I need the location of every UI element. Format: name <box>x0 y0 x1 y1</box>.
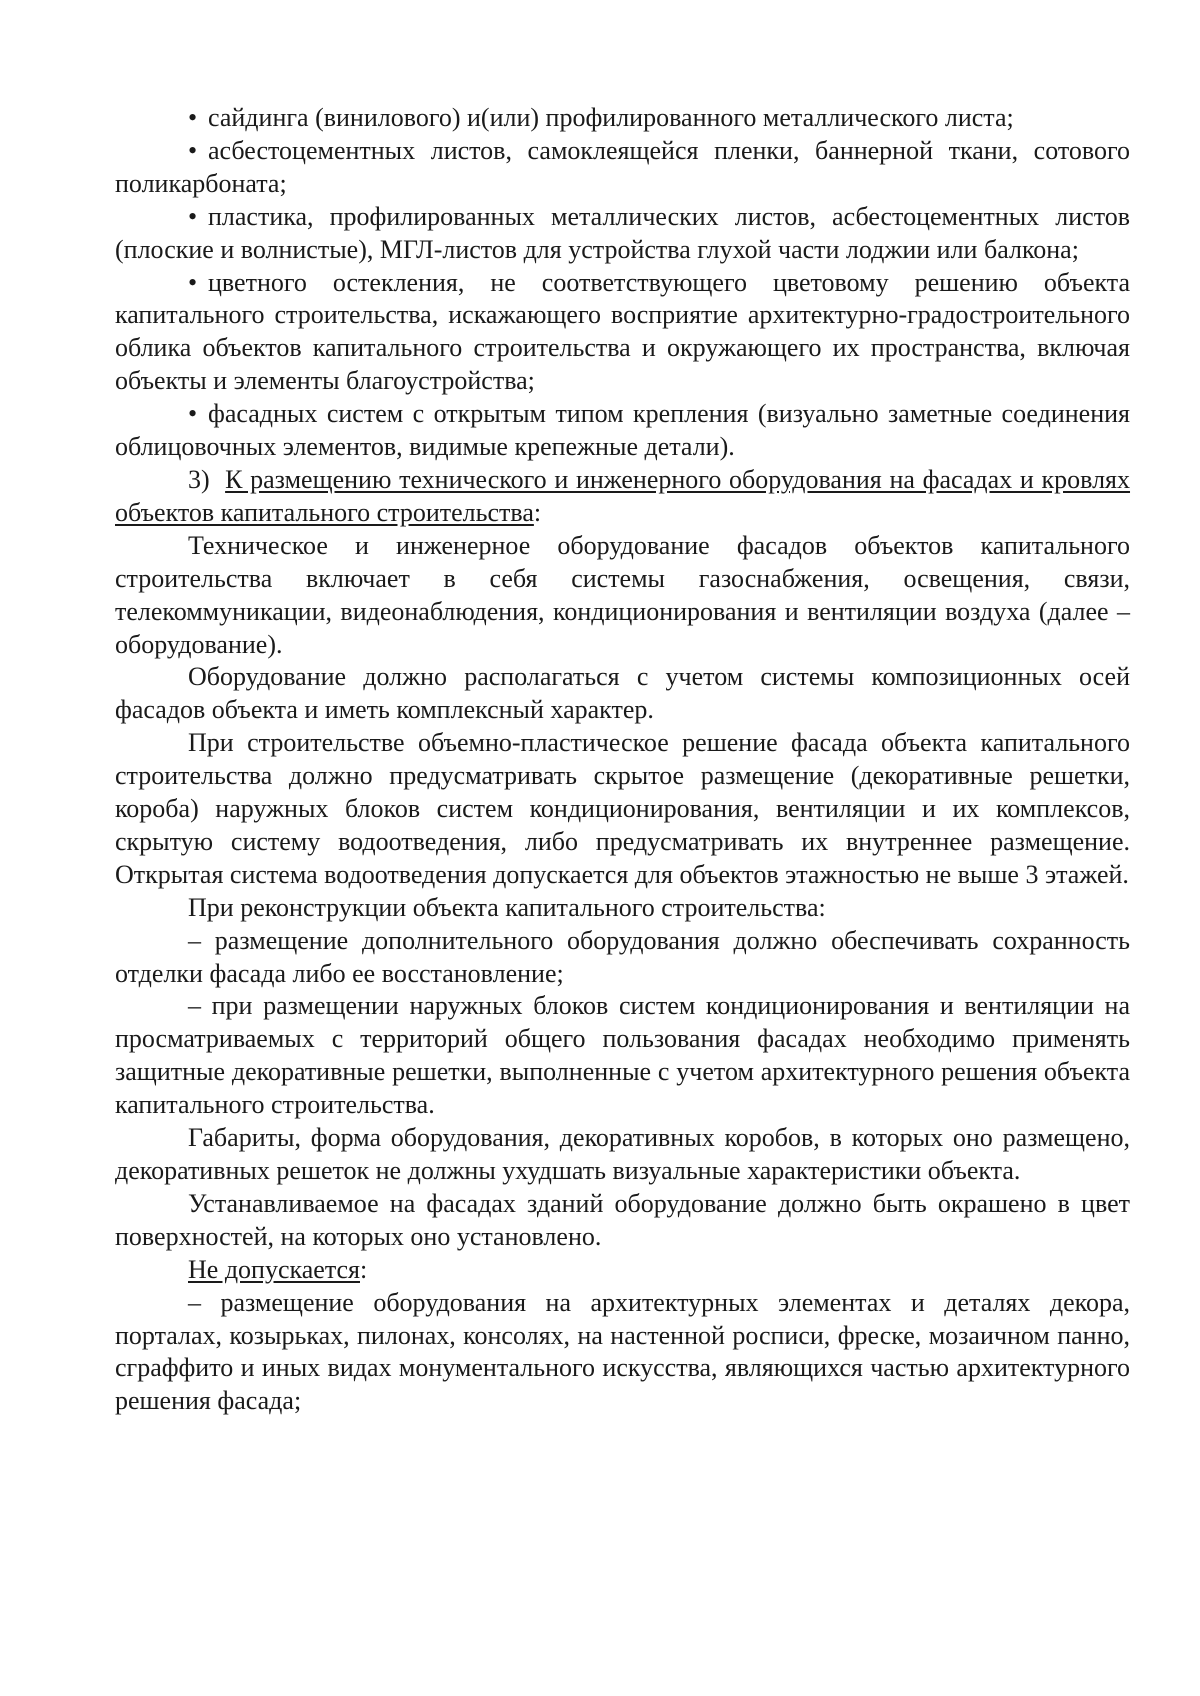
bullet-paragraph <box>115 102 1130 135</box>
bullet-icon: • <box>188 201 198 231</box>
body-paragraph: Устанавливаемое на фасадах зданий оборудование должно быть окрашено в цвет поверхностей, на которых оно установлено. <box>115 1188 1130 1251</box>
section-heading-colon: : <box>533 497 542 527</box>
bullet-text: асбестоцементных листов, самоклеящейся пленки, баннерной ткани, сотового поликарбоната; <box>115 135 1130 198</box>
bullet-text: пластика, профилированных металлических листов, асбестоцементных листов (плоские и волнистые), МГЛ-листов для устройства глухой части лоджии или балкона; <box>115 201 1130 264</box>
not-allowed-label: Не допускается <box>188 1254 360 1284</box>
bullet-icon: • <box>188 103 198 132</box>
section-heading-text: К размещению технического и инженерного оборудования на фасадах и кровлях объектов капитального строительства <box>115 464 1131 527</box>
section-number: 3) <box>188 464 210 494</box>
body-paragraph: – размещение оборудования на архитектурных элементах и деталях декора, порталах, козырьках, пилонах, консолях, на настенной росписи, фреске, мозаичном панно, сграффито и иных видах монументального искусства, являющихся частью архитектурного решения фасада; <box>115 1287 1130 1416</box>
section-heading <box>115 464 1130 530</box>
bullet-text: цветного остекления, не соответствующего цветовому решению объекта капитального строительства, искажающего восприятие архитектурно-градостроительного облика объектов капитального строительства и окружающего их пространства, включая объекты и элементы благоустройства; <box>115 267 1130 396</box>
bullet-paragraph <box>115 135 1130 201</box>
bullet-icon: • <box>188 399 198 429</box>
body-paragraph: Оборудование должно располагаться с учетом системы композиционных осей фасадов объекта и иметь комплексный характер. <box>115 662 1130 725</box>
body-paragraph: При реконструкции объекта капитального строительства: <box>188 892 826 922</box>
bullet-paragraph <box>115 201 1130 267</box>
not-allowed-heading <box>115 1254 1130 1287</box>
not-allowed-colon: : <box>360 1254 368 1284</box>
bullet-text: сайдинга (винилового) и(или) профилированного металлического листа; <box>208 103 1014 132</box>
body-paragraph: – размещение дополнительного оборудования должно обеспечивать сохранность отделки фасада либо ее восстановление; <box>115 925 1130 988</box>
body-paragraph: При строительстве объемно-пластическое решение фасада объекта капитального строительства должно предусматривать скрытое размещение (декоративные решетки, короба) наружных блоков систем кондиционирования, вентиляции и их комплексов, скрытую систему водоотведения, либо предусматривать их внутреннее размещение. Открытая система водоотведения допускается для объектов этажностью не выше 3 этажей. <box>115 728 1130 889</box>
bullet-paragraph <box>115 398 1130 464</box>
body-paragraph: Техническое и инженерное оборудование фасадов объектов капитального строительства включает в себя системы газоснабжения, освещения, связи, телекоммуникации, видеонаблюдения, кондиционирования и вентиляции воздуха (далее – оборудование). <box>115 530 1130 659</box>
body-paragraph: – при размещении наружных блоков систем кондиционирования и вентиляции на просматриваемых с территорий общего пользования фасадах необходимо применять защитные декоративные решетки, выполненные с учетом архитектурного решения объекта капитального строительства. <box>115 991 1130 1120</box>
body-paragraph: Габариты, форма оборудования, декоративных коробов, в которых оно размещено, декоративных решеток не должны ухудшать визуальные характеристики объекта. <box>115 1123 1130 1185</box>
bullet-text: фасадных систем с открытым типом крепления (визуально заметные соединения облицовочных элементов, видимые крепежные детали). <box>115 399 1130 462</box>
bullet-icon: • <box>188 135 198 165</box>
document-page <box>115 102 1130 1418</box>
bullet-paragraph <box>115 267 1130 399</box>
bullet-icon: • <box>188 267 198 297</box>
